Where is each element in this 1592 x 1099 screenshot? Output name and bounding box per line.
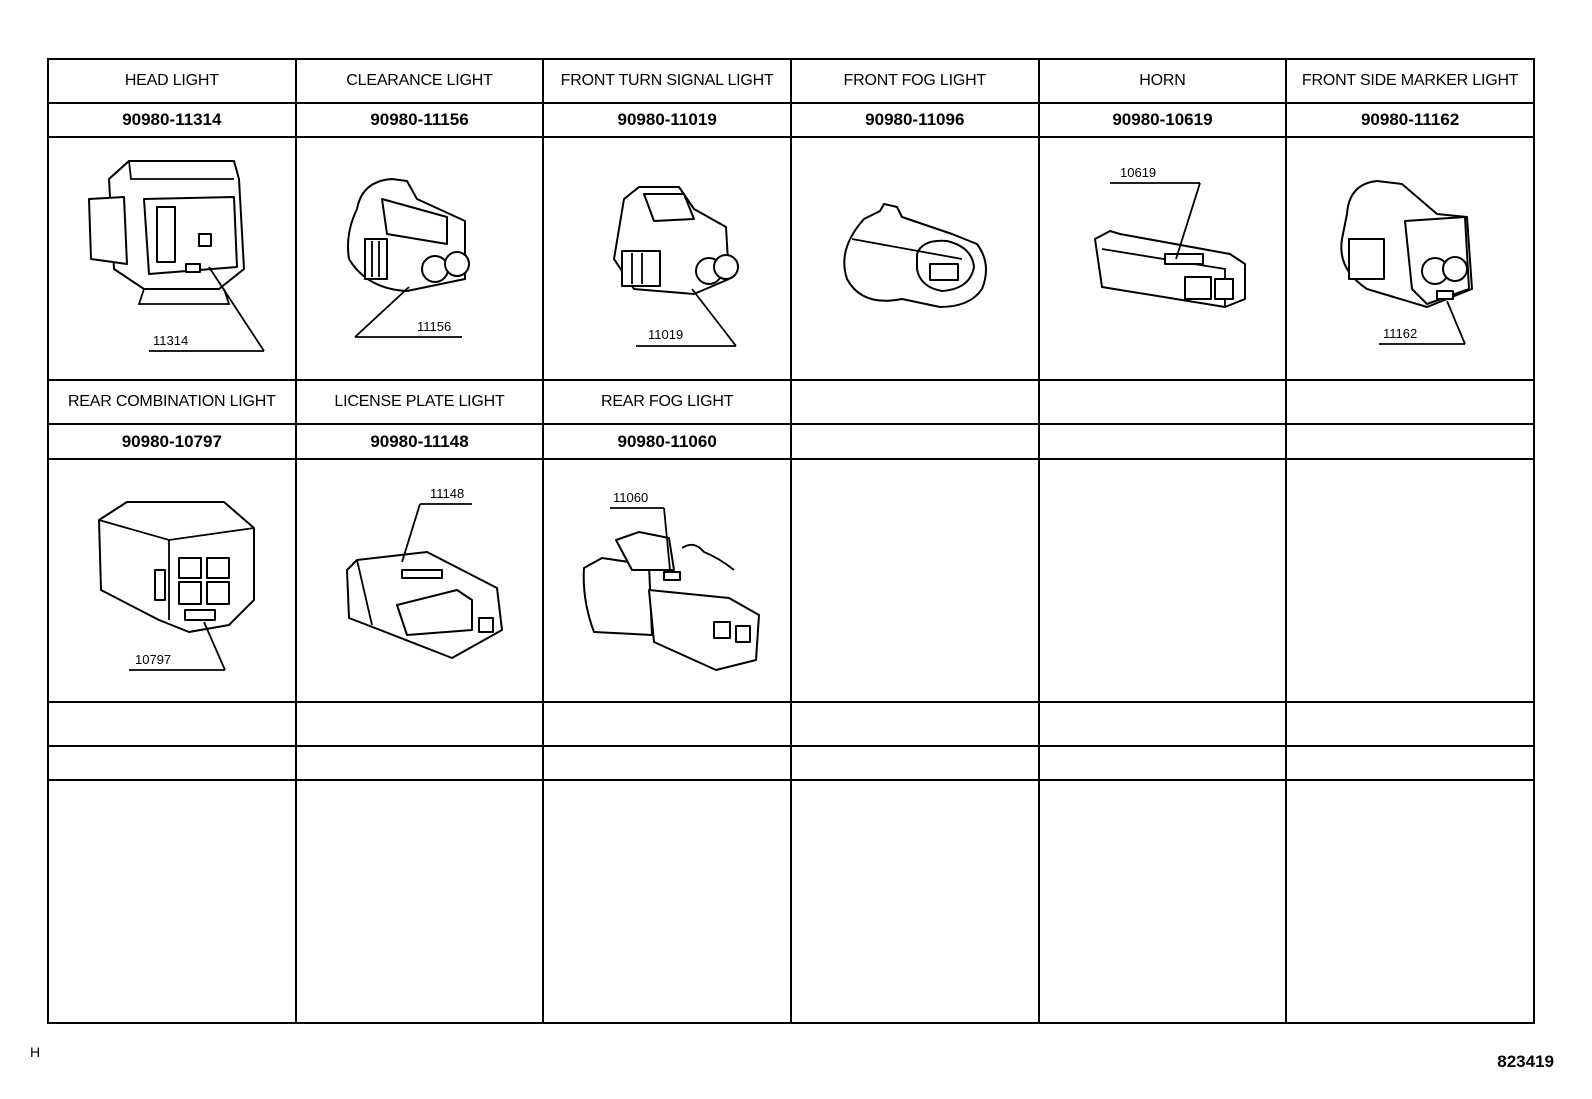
clearance-light-connector-drawing	[297, 139, 543, 379]
connector-callout: 10619	[1119, 164, 1156, 180]
empty-cell	[791, 424, 1039, 458]
empty-cell	[48, 746, 296, 780]
connector-table	[47, 58, 1535, 1024]
front-turn-signal-light-connector-drawing	[544, 139, 790, 379]
connector-name: HEAD LIGHT	[48, 59, 296, 103]
connector-name: HORN	[1039, 59, 1287, 103]
connector-callout: 11019	[648, 326, 684, 342]
connector-part-number: 90980-11148	[296, 424, 544, 458]
connector-name: LICENSE PLATE LIGHT	[296, 380, 544, 424]
empty-cell	[543, 780, 791, 1023]
empty-cell	[1039, 459, 1287, 702]
connector-name: FRONT SIDE MARKER LIGHT	[1286, 59, 1534, 103]
empty-cell	[1286, 780, 1534, 1023]
connector-name: REAR FOG LIGHT	[543, 380, 791, 424]
empty-cell	[543, 746, 791, 780]
connector-callout: 11060	[613, 490, 649, 506]
connector-illustration-cell	[48, 459, 296, 702]
empty-cell	[1039, 702, 1287, 746]
empty-cell	[791, 702, 1039, 746]
empty-cell	[1039, 424, 1287, 458]
connector-illustration-cell	[296, 459, 544, 702]
empty-cell	[1039, 380, 1287, 424]
connector-illustration-cell	[48, 137, 296, 380]
empty-cell	[543, 702, 791, 746]
empty-cell	[791, 459, 1039, 702]
connector-part-number: 90980-11096	[791, 103, 1039, 137]
connector-illustration-cell	[1039, 137, 1287, 380]
empty-cell	[296, 746, 544, 780]
connector-illustration-cell	[543, 459, 791, 702]
connector-name: FRONT TURN SIGNAL LIGHT	[543, 59, 791, 103]
license-plate-light-connector-drawing	[297, 460, 543, 700]
connector-illustration-cell	[296, 137, 544, 380]
empty-cell	[48, 780, 296, 1023]
connector-callout: 11314	[153, 332, 189, 348]
empty-cell	[296, 780, 544, 1023]
empty-cell	[1039, 746, 1287, 780]
connector-illustration-cell	[791, 137, 1039, 380]
empty-cell	[791, 746, 1039, 780]
connector-callout: 11162	[1383, 325, 1418, 341]
connector-name: FRONT FOG LIGHT	[791, 59, 1039, 103]
front-side-marker-light-connector-drawing	[1287, 139, 1533, 379]
empty-cell	[791, 780, 1039, 1023]
connector-name: CLEARANCE LIGHT	[296, 59, 544, 103]
empty-cell	[1286, 424, 1534, 458]
empty-cell	[1286, 459, 1534, 702]
connector-name: REAR COMBINATION LIGHT	[48, 380, 296, 424]
empty-cell	[1286, 746, 1534, 780]
connector-callout: 11148	[429, 486, 464, 502]
empty-cell	[296, 702, 544, 746]
connector-part-number: 90980-11060	[543, 424, 791, 458]
rear-combination-light-connector-drawing	[49, 460, 295, 700]
front-fog-light-connector-drawing	[792, 139, 1038, 379]
connector-illustration-cell	[1286, 137, 1534, 380]
empty-cell	[791, 380, 1039, 424]
rear-fog-light-connector-drawing	[544, 460, 790, 700]
empty-cell	[1039, 780, 1287, 1023]
horn-connector-drawing	[1040, 139, 1286, 379]
connector-part-number: 90980-10619	[1039, 103, 1287, 137]
connector-part-number: 90980-10797	[48, 424, 296, 458]
empty-cell	[1286, 380, 1534, 424]
connector-illustration-cell	[543, 137, 791, 380]
connector-part-number: 90980-11314	[48, 103, 296, 137]
empty-cell	[1286, 702, 1534, 746]
connector-part-number: 90980-11162	[1286, 103, 1534, 137]
connector-callout: 10797	[135, 652, 172, 668]
head-light-connector-drawing	[49, 139, 295, 379]
empty-cell	[48, 702, 296, 746]
figure-number: 823419	[1497, 1052, 1554, 1071]
connector-part-number: 90980-11019	[543, 103, 791, 137]
connector-callout: 11156	[416, 318, 451, 334]
page-section-mark: H	[30, 1044, 41, 1060]
connector-part-number: 90980-11156	[296, 103, 544, 137]
